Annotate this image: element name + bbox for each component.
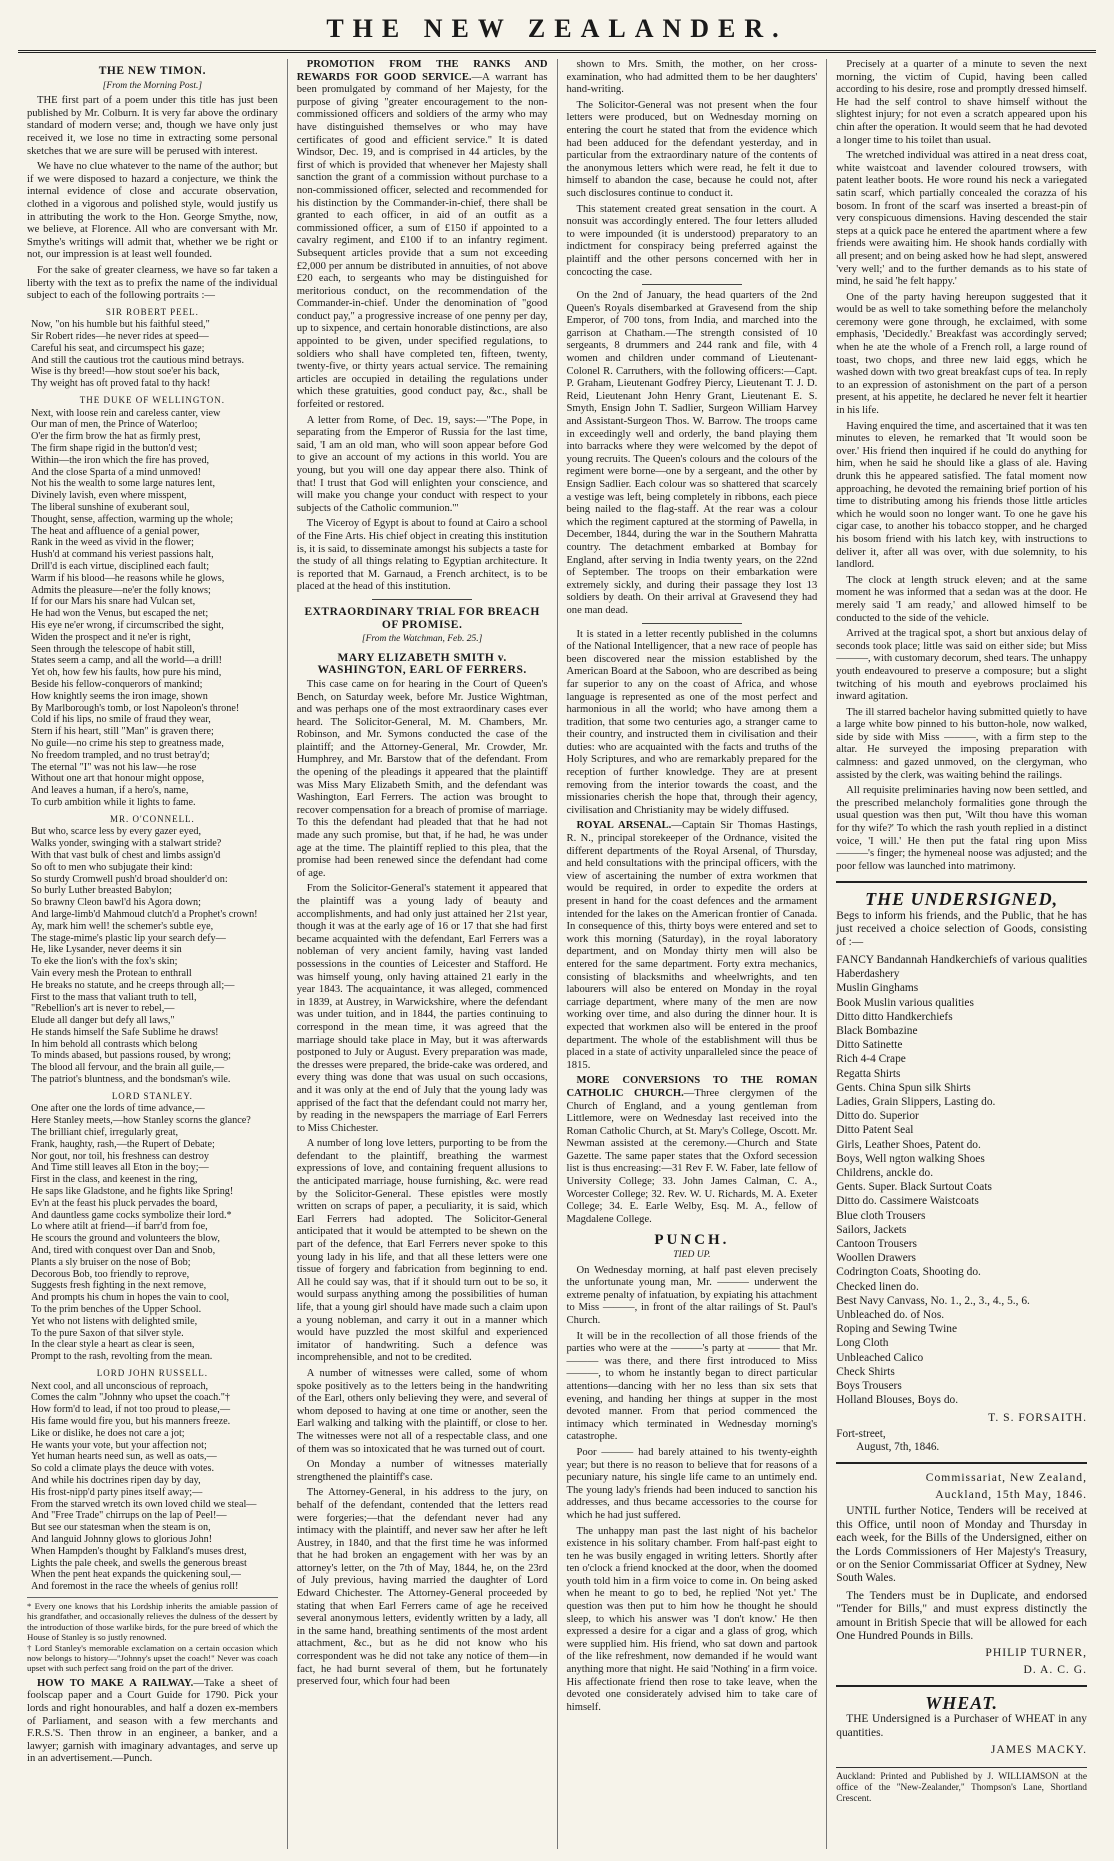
punch-paragraph: The clock at length struck eleven; and at the same moment he was informed that a sedan was at the door. He merely said 'I am ready,' and allowed himself to be conducted to the side of the vehicle. — [836, 574, 1087, 624]
footnote: * Every one knows that his Lordship inherits the amiable passion of his grandfather, and occasionally relieves the dulness of the dessert by the introduction of those warlike birds, for the pure breed of which the House of Stanley is so justly renowned. — [27, 1600, 278, 1643]
text-line: Long Cloth — [836, 1337, 889, 1350]
text-line: He wants your vote, but your affection not; — [31, 1439, 207, 1451]
text-line: The brilliant chief, irregularly great, — [31, 1127, 179, 1139]
trial-paragraph: The Attorney-General, in his address to the jury, on behalf of the defendant, contended that the letters read were forgeries;—that the defendant never had any intimacy with the plaintiff, and never saw her after he left Austrey, in 1840, and that the first time he was informed that he had broken an engagement with her was by an attorney's letter, on the 7th of May, 1844, he, on the 23rd of July previous, having married the daughter of Lord Edward Chichester. The Attorney-General proceeded by stating that when Earl Ferrers came of age he received several anonymous letters, evidently written by a lady, all in the same hand, breathing sentiments of the most ardent attachment, &c., but as he did not know who his correspondent was he did not take any notice of them—in fact, he had burnt several of them, but he fortunately preserved four, which four had been — [296, 1487, 548, 1688]
article-queens-royals: On the 2nd of January, the head quarters of the 2nd Queen's Royals disembarked at Gravesend from the ship Emperor, of 700 tons, from India, and marched into the garrison at Chatham.—The strength consisted of 10 sergeants, 8 drummers and 244 rank and file, with 4 women and children under command of Lieutenant-Colonel R. Carruthers, with the following officers:—Capt. P. Graham, Lieutenant Godfrey Piercy, Lieutenant T. J. D. Reid, Lieutenant John Henry Grant, Lieutenant E. S. Smyth, Ensign John T. Sadlier, Surgeon William Harvey and Assistant-Surgeon Thos. W. Barrow. The troops came in exceedingly well and orderly, the band playing them into barracks where they were welcomed by the depot of young recruits. The Queen's colours and the colours of the regiment were borne—one by a sergeant, and the other by Ensign Sadlier. Each colour was so shattered that scarcely a vestige was left, being completely in ribbons, each piece being nailed to the flag-staff. At the rear was a colour which the regiment captured at the storming of Pawella, in December, 1844, during the war in the Southern Mahratta country. The detachment embarked at Bombay for England, after serving in India twenty years, on the 22nd of September. The troops on their embarkation were extremely sickly, and during their passage they lost 13 soldiers by death. On their arrival at Gravesend they had one man dead. — [566, 290, 818, 616]
article-paragraph: THE first part of a poem under this title has just been published by Mr. Colburn. It is very far above the ordinary standard of modern verse; and, though we have only just received it, we lose no time in extracting some personal sketches that we are sure will be perused with interest. — [27, 95, 278, 157]
text-line: The patriot's bluntness, and the bondsman's wile. — [31, 1074, 231, 1086]
text-line: He scours the ground and volunteers the blow, — [31, 1233, 220, 1245]
portrait-heading: LORD JOHN RUSSELL. — [96, 1368, 208, 1378]
text-line: And languid Johnny glows to glorious John! — [31, 1533, 213, 1545]
text-line: Yet oh, how few his faults, how pure his mind, — [31, 667, 222, 679]
text-line: Rich 4-4 Crape — [836, 1053, 906, 1066]
text-line: Prompt to the rash, revolting from the mean. — [31, 1351, 213, 1363]
text-line: FANCY Bandannah Handkerchiefs of various qualities — [836, 954, 1088, 966]
text-line: How knightly seems the iron image, shown — [31, 690, 208, 702]
text-line: The stage-mime's plastic lip your search defy— — [31, 932, 226, 944]
punch-paragraph: Precisely at a quarter of a minute to seven the next morning, the victim of Cupid, having been called according to his desire, rose and promptly dressed himself. He had the self control to shave himself without the slightest injury; for not even a scratch appeared upon his chin after the operation. It would seem that he had devoted a longer time to his toilet than usual. — [836, 59, 1087, 146]
text-line: Elude all danger but defy all laws," — [31, 1015, 175, 1027]
commissariat-title: D. A. C. G. — [1023, 1662, 1087, 1676]
punch-paragraph: On Wednesday morning, at half past eleven precisely the unfortunate young man, Mr. ——— underwent the extreme penalty of infatuation, by expiating his attachment to Miss ———, in front of the altar railings of St. Paul's Church. — [566, 1264, 818, 1326]
punch-paragraph: The ill starred bachelor having submitted quietly to have a large white bow pinned to his button-hole, now walked, side by side with Miss ———, with a firm step to the altar. He surveyed the imposing preparation with calmness: and gazed unmoved, on the clergyman, who assisted by the clerk, was waiting behind the railings. — [836, 706, 1087, 781]
article-new-race: It is stated in a letter recently published in the columns of the National Intelligencer, that a new race of people has been discovered near the mission established by the American Board at the Saboon, who are described as being far superior to any on the coast of Africa, and whose language is represented as one of the most perfect and harmonious in all the world; who have among them a tradition, that some two centuries ago, a stranger came to their country, and instructed them in civilisation and their duties: who are acquainted with the facts and truths of the Holy Scriptures, and who are remarkably prepared for the reception of further knowledge. They are at present removing from the interior towards the coast, and the missionaries cherish the hope that, through their agency, civilisation and Christianity may be widely diffused. — [566, 628, 818, 816]
text-line: But see our statesman when the steam is on, — [31, 1522, 211, 1534]
text-line: Now, "on his humble but his faithful steed," — [31, 319, 210, 331]
text-line: Ditto Satinette — [836, 1039, 903, 1052]
columns — [18, 59, 1096, 1849]
article-royal-arsenal — [567, 820, 818, 1072]
text-line: Here Stanley meets,—how Stanley scorns the glance? — [31, 1115, 251, 1127]
text-line: Plants a sly bruiser on the nose of Bob; — [31, 1256, 191, 1268]
text-line: Unbleached Calico — [836, 1351, 924, 1364]
text-line: His frost-nipp'd party pines itself away;— — [31, 1486, 203, 1498]
ad-date: August, 7th, 1846. — [856, 1441, 940, 1454]
trial-paragraph: On Monday a number of witnesses materially strengthened the plaintiff's case. — [296, 1459, 548, 1483]
text-line: When the pent heat expands the quickening soul,— — [31, 1569, 241, 1581]
trial-source: [From the Watchman, Feb. 25.] — [361, 634, 483, 645]
text-line: From the starved wretch its own loved child we steal— — [31, 1498, 257, 1510]
text-line: So sturdy Cromwell push'd broad shoulder'd on: — [31, 873, 228, 885]
text-line: Ev'n at the feast his pluck pervades the board, — [31, 1197, 218, 1209]
article-promotion — [297, 59, 548, 412]
text-line: Ay, mark him well! the schemer's subtle eye, — [31, 920, 214, 932]
text-line: O'er the firm brow the hat as firmly prest, — [31, 431, 201, 443]
text-line: No freedom trampled, and no trust betray'd; — [31, 749, 210, 761]
text-line: Yet human hearts need sun, as well as oats,— — [31, 1451, 217, 1463]
text-line: States seem a camp, and all the world—a drill! — [31, 655, 222, 667]
portrait-heading: LORD STANLEY. — [111, 1090, 193, 1101]
punch-paragraph: Having enquired the time, and ascertained that it was ten minutes to eleven, he remarked that 'It would soon be over.' His friend then inquired if he could do anything for him, when he said he should like a glass of ale. Having drunk this he appeared satisfied. The fatal moment now approaching, he devoted the remaining brief portion of his time to distributing among his friends those little articles which he would soon no longer want. To one he gave his cigar case, to another his tobacco stopper, and he charged his bosom friend with his latch key, with instructions to deliver it, after all was over, with due solemnity, to his landlord. — [836, 420, 1087, 571]
text-line: To the prim benches of the Upper School. — [31, 1304, 202, 1316]
punch-paragraph: Poor ——— had barely attained to his twenty-eighth year; but there is no reason to believe that for reasons of a pecuniary nature, his single life came to an untimely end. The young lady's friends had been induced to sanction his addresses, and thus became accessories to the course for which he had just suffered. — [566, 1446, 818, 1521]
verse-peel — [31, 319, 278, 390]
commissariat-heading: Commissariat, New Zealand, — [925, 1471, 1087, 1485]
text-line: Hush'd at command his veriest passions halt, — [31, 549, 214, 561]
divider — [836, 881, 1087, 883]
article-railway — [27, 1678, 278, 1766]
text-line: Ladies, Grain Slippers, Lasting do. — [836, 1096, 996, 1109]
text-line: One after one the lords of time advance,— — [31, 1103, 205, 1115]
text-line: And while his doctrines ripen day by day, — [31, 1474, 201, 1486]
text-line: He saps like Gladstone, and he fights like Spring! — [31, 1186, 234, 1198]
wheat-notice: THE Undersigned is a Purchaser of WHEAT in any quantities. — [836, 1713, 1087, 1739]
trial-paragraph: This case came on for hearing in the Court of Queen's Bench, on Saturday week, before Mr. Justice Wightman, and was perhaps one of the most extraordinary cases ever heard. The Solicitor-General, M. M. Chambers, Mr. Robinson, and Mr. Symons conducted the case of the plaintiff; and the Attorney-General, Mr. Crowder, Mr. Humphrey, and Mr. Barstow that of the defendant. From the opening of the pleadings it appeared that the plaintiff was Miss Mary Elizabeth Smith, and the defendant was Washington, Earl Ferrers. The action was brought to recover compensation for a breach of promise of marriage. To this the defendant had pleaded that that he had not made any such promise, but that, if he had, he was under age at the time. The plaintiff replied to this plea, that the promise had been renewed since the defendant had come of age. — [296, 678, 548, 879]
punch-subheading: TIED UP. — [673, 1250, 711, 1261]
text-line: And "Free Trade" chirrups on the lap of Peel!— — [31, 1510, 227, 1522]
article-cairo: The Viceroy of Egypt is about to found at Cairo a school of the Fine Arts. His chief object in creating this institution is, it is said, to disseminate amongst his subjects a taste for the study of all things relating to Egyptian architecture. It is reported that M. Garnaud, a French architect, is to be placed at the head of this institution. — [296, 518, 548, 593]
text-line: Nor gout, nor toil, his freshness can destroy — [31, 1150, 209, 1162]
text-line: Sailors, Jackets — [836, 1223, 907, 1236]
trial-parties: MARY ELIZABETH SMITH v. WASHINGTON, EARL OF FERRERS. — [317, 651, 527, 677]
punch-paragraph: Arrived at the tragical spot, a short but anxious delay of seconds took place; little was said on either side; but Miss ———, with customary decorum, shed tears. The unhappy youth endeavoured to preserve a composure; but a slight twitching of his mouth and eyebrows proclaimed his inward agitation. — [836, 628, 1087, 703]
text-line: Widen the prospect and it ne'er is right, — [31, 631, 191, 643]
text-line: The heat and affluence of a genial power, — [31, 525, 200, 537]
punch-paragraph: It will be in the recollection of all those friends of the parties who were at the ———'s party at ——— that Mr. ——— was there, and there first introduced to Miss ———, to whom he instantly began to direct particular attentions—dancing with her no less than six sets that evening, and handing her things at supper in the most devoted manner. From that period commenced the intimacy which terminated in Wednesday morning's catastrophe. — [566, 1330, 818, 1443]
commissariat-notice: UNTIL further Notice, Tenders will be received at this Office, until noon of Monday and Thursday in each week, for the Bills of the Undersigned, either on the Lords Commissioners of Her Majesty's Treasury, or on the Senior Commissariat Officer at Sydney, New South Wales. — [836, 1505, 1087, 1585]
article-paragraph: For the sake of greater clearness, we have so far taken a liberty with the text as to prefix the name of the individual subject to each of the following portraits :— — [27, 264, 278, 302]
text-line: "Rebellion's art is never to rebel,— — [31, 1003, 175, 1015]
text-line: Like or dislike, he does not care a jot; — [31, 1427, 185, 1439]
text-line: Ditto ditto Handkerchiefs — [836, 1010, 953, 1023]
text-line: Thought, sense, affection, warming up the whole; — [31, 513, 234, 525]
punch-paragraph: One of the party having hereupon suggested that it would be as well to take something before the melancholy ceremony were gone through, he exclaimed, with some emphasis, 'Decidedly.' Breakfast was accordingly served; when he ate the whole of a French roll, a large round of toast, two chops, and three new laid eggs, which he washed down with two great breakfast cups of tea. In reply to an expression of astonishment on the part of a person present, at his appetite, he declared he never felt it heartier in his life. — [836, 291, 1087, 417]
text-line: Walks yonder, swinging with a stalwart stride? — [31, 838, 222, 850]
wheat-signature: JAMES MACKY. — [990, 1742, 1087, 1756]
ad-place: Fort-street, — [836, 1428, 886, 1441]
text-line: Black Bombazine — [836, 1025, 918, 1038]
text-line: Lights the pale cheek, and swells the generous breast — [31, 1557, 247, 1569]
text-line: Next, with loose rein and careless canter, view — [31, 407, 221, 419]
text-line: Check Shirts — [836, 1365, 895, 1378]
text-line: First in the class, and keenest in the ring, — [31, 1174, 198, 1186]
text-line: Ditto do. Cassimere Waistcoats — [836, 1195, 979, 1208]
promotion-lead: PROMOTION FROM THE RANKS AND REWARDS FOR GOOD SERVICE. — [296, 59, 548, 83]
text-line: Roping and Sewing Twine — [836, 1323, 958, 1336]
divider — [642, 284, 742, 285]
text-line: Stern if his heart, still "Man" is graven there; — [31, 726, 214, 738]
ad-signature: T. S. FORSAITH. — [988, 1410, 1087, 1424]
footnote: † Lord Stanley's memorable exclamation on a certain occasion which now belongs to history—"Johnny's upset the coach!" Never was coach upset with such perfect sang froid on the part of the driver. — [27, 1642, 278, 1674]
commissariat-signature: PHILIP TURNER, — [985, 1646, 1087, 1660]
text-line: Regatta Shirts — [836, 1067, 901, 1080]
text-line: Best Navy Canvass, No. 1., 2., 3., 4., 5., 6. — [836, 1294, 1030, 1307]
text-line: And still the cautious trot the cautious mind betrays. — [31, 354, 245, 366]
punch-heading: PUNCH. — [654, 1232, 730, 1249]
divider — [642, 623, 742, 624]
text-line: Checked linen do. — [836, 1280, 919, 1293]
text-line: Childrens, anckle do. — [836, 1167, 934, 1180]
text-line: To eke the lion's with the fox's skin; — [31, 956, 178, 968]
text-line: Codrington Coats, Shooting do. — [836, 1266, 981, 1279]
text-line: He had won the Venus, but escaped the net; — [31, 608, 209, 620]
text-line: So cold a climate plays the deuce with votes. — [31, 1463, 215, 1475]
text-line: Vain every mesh the Protean to enthrall — [31, 967, 192, 979]
text-line: Comes the calm "Johnny who upset the coach."† — [31, 1392, 231, 1404]
text-line: Frank, haughty, rash,—the Rupert of Debate; — [31, 1138, 215, 1150]
text-line: Careful his seat, and circumspect his gaze; — [31, 342, 205, 354]
text-line: Haberdashery — [836, 968, 900, 981]
text-line: To the pure Saxon of that silver style. — [31, 1327, 184, 1339]
text-line: Ditto Patent Seal — [836, 1124, 914, 1137]
text-line: Yet who not listens with delighted smile, — [31, 1315, 198, 1327]
text-line: He, like Lysander, never deems it sin — [31, 944, 182, 956]
text-line: By Marlborough's tomb, or lost Napoleon's throne! — [31, 702, 240, 714]
railway-text: —Take a sheet of foolscap paper and a Court Guide for 1790. Pick your lords and right honourables, and half a dozen ex-members of Parliament, and season with a few merchants and F.R.S.'S. Then throw in an engineer, a banker, and a lawyer; garnish with imaginary advantages, and serve up in an advertisement.—Punch. — [27, 1677, 278, 1765]
text-line: Boys Trousers — [836, 1380, 902, 1393]
text-line: The eternal "I" was not his law—he rose — [31, 761, 197, 773]
text-line: Suggests fresh fighting in the next remove, — [31, 1280, 207, 1292]
text-line: Girls, Leather Shoes, Patent do. — [836, 1138, 981, 1151]
column-1 — [18, 59, 288, 1849]
text-line: And, tired with conquest over Dan and Snob, — [31, 1245, 216, 1257]
text-line: And large-limb'd Mahmoud clutch'd a Prophet's crown! — [31, 908, 258, 920]
text-line: If for our Mars his snare had Vulcan set, — [31, 596, 196, 608]
text-line: Within—the iron which the fire has proved, — [31, 454, 210, 466]
text-line: Without one art that honour might oppose, — [31, 773, 205, 785]
conversions-lead: MORE CONVERSIONS TO THE ROMAN CATHOLIC CHURCH. — [566, 1075, 818, 1099]
trial-paragraph: A number of long love letters, purporting to be from the defendant to the plaintiff, breathing the warmest expressions of love, and containing frequent allusions to the anticipated marriage, house furnishing, &c. were read by the Solicitor-General. These epistles were mostly written on scraps of paper, a peculiarity, it is said, which Earl Ferrers had adopted. The Solicitor-General anticipated that it would be attempted to be shewn on the part of the defence, that Earl Ferrers never spoke to this young lady in his life, and that all these letters were one tissue of forgery and fabrication from beginning to end. All he could say was, that if it should turn out to be so, it would surpass anything among the possibilities of human life, that a young girl should have made such a claim upon a young nobleman, and carry it out in a manner which would have puzzled the most skilful and experienced imitator of handwriting. Such a defence was incomprehensible, and not to be credited. — [296, 1138, 548, 1364]
article-title-new-timon: THE NEW TIMON. — [98, 65, 206, 77]
promotion-text: —A warrant has been promulgated by command of her Majesty, for the purpose of giving "greater encouragement to the non-commissioned officers and soldiers of the army who may have distinguished themselves or who may have certificates of good and efficient service." It is dated Windsor, Dec. 19, and is comprised in 44 articles, by the first of which is provided that whenever her Majesty shall sanction the grant of a commission without purchase to a non-commissioned officer, selected and recommended for his distinction by the Commander-in-chief, there shall be granted to each officer, in aid of an outfit as a commissioned officer, a sum of £150 if appointed to a cavalry regiment, and £100 if to an infantry regiment. Subsequent articles provide that a sum not exceeding £2,000 per annum be distributed in annuities, of not above £20 each, to sergeants who may be distinguished for meritorious conduct, on the recommendation of the Commander-in-chief. Under the denomination of "good conduct pay," a progressive increase of one penny per day, up to sixpence, and certain honorable distinctions, are also appointed to be given, under specified regulations, to soldiers who shall have completed ten, fifteen, twenty, twenty-five, or thirty years actual service. The remaining articles are occupied in detailing the regulations under which these gratuities, good conduct pay, &c., shall be forfeited or restored. — [296, 71, 548, 411]
text-line: Cantoon Trousers — [836, 1238, 917, 1251]
article-paragraph: We have no clue whatever to the name of the author; but if we were disposed to hazard a conjecture, we think the internal evidence of close and accurate observation, clothed in a vigorous and polished style, would justify us in attributing the work to the Hon. George Smythe, now, we believe, at Florence. All who are conversant with Mr. Smythe's writings will admit that, whether we be right or not, our impression is at least well founded. — [27, 161, 278, 261]
divider — [372, 599, 472, 600]
text-line: Rank in the weed as vivid in the flower; — [31, 537, 194, 549]
text-line: And leaves a human, if a hero's, name, — [31, 785, 189, 797]
text-line: Cold if his lips, no smile of fraud they wear, — [31, 714, 211, 726]
text-line: His eye ne'er wrong, if circumscribed the sight, — [31, 620, 224, 631]
ad-title-undersigned: THE UNDERSIGNED, — [865, 889, 1059, 910]
text-line: So brawny Cleon bawl'd his Agora down; — [31, 897, 201, 909]
text-line: Woollen Drawers — [836, 1252, 916, 1265]
text-line: Ditto do. Superior — [836, 1110, 919, 1123]
text-line: And foremost in the race the wheels of genius roll! — [31, 1581, 239, 1593]
text-line: Gents. China Spun silk Shirts — [836, 1081, 971, 1094]
column-3 — [558, 59, 828, 1849]
text-line: Lo where atilt at friend—if barr'd from foe, — [31, 1221, 208, 1233]
commissariat-notice: The Tenders must be in Duplicate, and endorsed "Tender for Bills," and must express distinctly the amount in British Specie that will be allowed for each One Hundred Pounds in Bills. — [836, 1589, 1087, 1642]
text-line: Next cool, and all unconscious of reproach, — [31, 1380, 209, 1392]
text-line: No guile—no crime his step to greatness made, — [31, 737, 224, 749]
trial-paragraph: The Solicitor-General was not present when the four letters were produced, but on Wednesday morning on entering the court he stated that from the evidence which had been adduced for the defendant yesterday, and in particular from the extraordinary nature of the contents of the anonymous letters which were read, he felt it due to himself to abandon the case, because he could not, after such disclosures continue to conduct it. — [566, 99, 818, 199]
text-line: So burly Luther breasted Babylon; — [31, 885, 172, 897]
ad-intro: Begs to inform his friends, and the Public, that he has just received a choice selection of Goods, consisting of :— — [836, 910, 1087, 948]
text-line: To minds abased, but passions roused, by wrong; — [31, 1050, 231, 1062]
text-line: Admits the pleasure—ne'er the folly knows; — [31, 584, 211, 596]
text-line: In the clear style a heart as clear is seen, — [31, 1339, 195, 1351]
trial-paragraph: A number of witnesses were called, some of whom spoke positively as to the letters being in the handwriting of the Earl, others only believing they were, and several of whom deposed to having at one time or another, seen the Earl walking and talking with the plaintiff, or close to her. The witnesses were not all of a respectable class, and one of them was so intoxicated that he was turned out of court. — [296, 1367, 548, 1455]
portrait-heading: MR. O'CONNELL. — [109, 813, 195, 824]
masthead: THE NEW ZEALANDER. — [18, 10, 1096, 53]
text-line: The firm shape rigid in the button'd vest; — [31, 443, 198, 455]
footnotes — [27, 1597, 278, 1674]
text-line: When Hampden's thought by Falkland's muses drest, — [31, 1545, 247, 1557]
trial-paragraph: From the Solicitor-General's statement it appeared that the plaintiff was a young lady of beauty and accomplishments, and had only just attained her 21st year, though it was at the early age of 16 or 17 that she had first became acquainted with the defendant, Earl Ferrers was a nobleman of very ancient family, having vast landed possessions in the counties of Leicester and Stafford. He was himself young, only having attained 21 early in the year 1843. The acquaintance, it was alleged, commenced in 1839, at Austrey, in Warwickshire, where the defendant was under tuition, and in 1844, the parties continuing to correspond in the mean time, it was agreed that the marriage should take place in May, but it was afterwards postponed to July or August. Every preparation was made, the dresses were prepared, the bride-cake was ordered, and every thing was done that was usual on such occasions, and it was only at the end of July that the young lady was apprised of the fact that the defendant could not marry her, by reading in the newspapers the marriage of Earl Ferrers to Miss Chichester. — [296, 883, 548, 1134]
verse-russell — [31, 1381, 278, 1593]
text-line: Wise is thy breed!—how stout soe'er his back, — [31, 366, 220, 378]
text-line: The blood all fervour, and the brain all guile,— — [31, 1062, 225, 1074]
divider — [836, 1462, 1087, 1464]
trial-paragraph: shown to Mrs. Smith, the mother, on her cross-examination, who had admitted them to be her daughters' hand-writing. — [566, 59, 818, 96]
text-line: So oft to men who subjugate their kind: — [31, 861, 193, 873]
text-line: Holland Blouses, Boys do. — [836, 1394, 959, 1407]
text-line: Boys, Well ngton walking Shoes — [836, 1152, 985, 1165]
text-line: In him behold all contrasts which belong — [31, 1038, 198, 1050]
verse-oconnell — [31, 826, 278, 1086]
wheat-title: WHEAT. — [925, 1692, 999, 1713]
column-4 — [827, 59, 1096, 1849]
article-source: [From the Morning Post.] — [102, 80, 203, 91]
portrait-heading: THE DUKE OF WELLINGTON. — [79, 395, 225, 406]
text-line: His fame would fire you, but his manners freeze. — [31, 1415, 231, 1427]
text-line: Gents. Super. Black Surtout Coats — [836, 1181, 992, 1194]
goods-list — [836, 953, 1087, 1408]
text-line: Warm if his blood—he reasons while he glows, — [31, 572, 225, 584]
text-line: And the close Sparta of a mind unmoved! — [31, 466, 202, 478]
article-conversions — [567, 1075, 818, 1226]
text-line: He breaks no statute, and he creeps through all;— — [31, 979, 235, 991]
text-line: Book Muslin various qualities — [836, 996, 974, 1009]
arsenal-text: —Captain Sir Thomas Hastings, R. N., principal storekeeper of the Ordnance, visited the different departments of the Royal Arsenal, of Thursday, and held consultations with the principal officers, with the view of ascertaining the number of extra workmen that would be required, in order to expedite the orders at present in hand for the coast defences and the armament intended for the lakes on the American frontier of Canada. In consequence of this, thirty boys were entered and set to work this morning (Saturday), in the royal laboratory department, and on Monday thirty men will also be entered for the same department. Forty extra mechanics, consisting of blacksmiths and wheelwrights, and ten labourers will also be entered on Monday in the royal carriage department, where many of the men are now working over time, and also during the dinner hour. It is expected that workmen also will be entered in the proof department. The whole of the establishment will thus be placed in a state of activity unparalleled since the peace of 1815. — [566, 820, 818, 1071]
text-line: Blue cloth Trousers — [836, 1209, 926, 1222]
verse-wellington — [31, 408, 278, 809]
punch-paragraph: The wretched individual was attired in a neat dress coat, white waistcoat and lavender coloured trowsers, with patent leather boots. He wore round his neck a variegated satin scarf, which partially concealed the corazza of his bosom. In front of the scarf was inserted a breast-pin of very conspicuous dimensions. Having descended the stair steps at a quick pace he entered the apartment where a few friends were awaiting him. He shook hands cordially with all present; and on being asked how he had slept, answered 'very well;' and to the further demands as to his state of mind, he said 'he felt happy.' — [836, 150, 1087, 288]
text-line: And dauntless game cocks symbolize their lord.* — [31, 1209, 232, 1221]
text-line: Decorous Bob, too friendly to reprove, — [31, 1268, 190, 1280]
text-line: Muslin Ginghams — [836, 982, 919, 995]
text-line: Sir Robert rides—he never rides at speed— — [31, 331, 209, 343]
commissariat-date: Auckland, 15th May, 1846. — [935, 1487, 1087, 1501]
divider — [836, 1685, 1087, 1687]
railway-lead: HOW TO MAKE A RAILWAY. — [37, 1677, 194, 1689]
text-line: Divinely lavish, even where misspent, — [31, 490, 187, 502]
arsenal-lead: ROYAL ARSENAL. — [576, 820, 672, 832]
portrait-heading: SIR ROBERT PEEL. — [105, 306, 199, 317]
text-line: Drill'd is each virtue, disciplined each fault; — [31, 561, 210, 573]
conversions-text: —Three clergymen of the Church of England, and a young gentleman from Littlemore, were on Wednesday last received into the Roman Catholic Church, at St. Mary's College, Oscott. Mr. Newman assisted at the ceremony.—Church and State Gazette. The same paper states that the Oxford secession list is thus encreasing:—31 Rev F. W. Faber, late fellow of University College; 33. John James Calman, C. A., Worcester College; 32. Rev. W. U. Richards, M. A. Exeter College; 34. E. Earle Welby, Esq. M. A., fellow of Magdalene College. — [566, 1087, 818, 1225]
text-line: Beside his fellow-conquerors of mankind; — [31, 678, 203, 690]
text-line: How form'd to lead, if not too proud to please,— — [31, 1404, 231, 1416]
text-line: Not his the wealth to some large natures lent, — [31, 478, 215, 490]
punch-paragraph: All requisite preliminaries having now been settled, and the prescribed melancholy formalities gone through the usual question was then put, 'Wilt thou have this woman for thy wife?' To which the rash youth replied in a distinct voice, 'I will.' He then put the fatal ring upon Miss ———'s finger; the hymeneal noose was adjusted; and the poor fellow was launched into matrimony. — [836, 785, 1087, 872]
punch-paragraph: The unhappy man past the last night of his bachelor existence in his solitary chamber. From half-past eight to ten he was busily engaged in writing letters. Shortly after ten o'clock a friend knocked at the door, when the doomed youth told him in a firm voice to come in. On being asked when he meant to go to bed, he replied 'Not yet.' The question was then put to him how he thought he should sleep, to which his answer was 'I don't know.' He then expressed a desire for a cigar and a glass of grog, which were supplied him. His friend, who sat down and partook of the like refreshment, now demanded if he would want anything more that night. He said 'Nothing' in a firm voice. His affectionate friend then rose to take leave, when the devoted one considerately advised him to take care of himself. — [566, 1525, 818, 1713]
column-2 — [288, 59, 558, 1849]
text-line: And prompts his chum in hopes the vain to cool, — [31, 1292, 230, 1304]
text-line: The liberal sunshine of exuberant soul, — [31, 502, 190, 514]
text-line: Thy weight has oft proved fatal to thy hack! — [31, 378, 211, 390]
trial-title: EXTRAORDINARY TRIAL FOR BREACH OF PROMISE. — [304, 605, 540, 631]
imprint: Auckland: Printed and Published by J. WILLIAMSON at the office of the "New-Zealander," Thompson's Lane, Shortland Crescent. — [836, 1767, 1087, 1805]
trial-paragraph: This statement created great sensation in the court. A nonsuit was accordingly entered. The four letters alluded to were impounded (it is understood) preparatory to an indictment for conspiracy being preferred against the plaintiff and the other persons concerned with her in concocting the case. — [566, 203, 818, 278]
text-line: To curb ambition while it lights to fame. — [31, 796, 196, 808]
text-line: But who, scarce less by every gazer eyed, — [31, 826, 202, 838]
text-line: Our man of men, the Prince of Waterloo; — [31, 419, 198, 431]
text-line: First to the mass that valiant truth to tell, — [31, 991, 197, 1003]
text-line: And Time still leaves all Eton in the boy;— — [31, 1162, 209, 1174]
text-line: Seen through the telescope of habit still, — [31, 643, 195, 655]
text-line: With that vast bulk of chest and limbs assign'd — [31, 849, 221, 861]
article-rome: A letter from Rome, of Dec. 19, says:—"The Pope, in separating from the Emperor of Russia for the last time, said, 'I am an old man, who will soon appear before God to give an account of my actions in this world. You are young, but you will one day appear there also. Think of that! I trust that God will enlighten your conscience, and will make you change your conduct with respect to your subjects of the Catholic communion.'" — [296, 414, 548, 514]
text-line: He stands himself the Safe Sublime he draws! — [31, 1026, 219, 1038]
verse-stanley — [31, 1103, 278, 1363]
text-line: Unbleached do. of Nos. — [836, 1309, 945, 1322]
